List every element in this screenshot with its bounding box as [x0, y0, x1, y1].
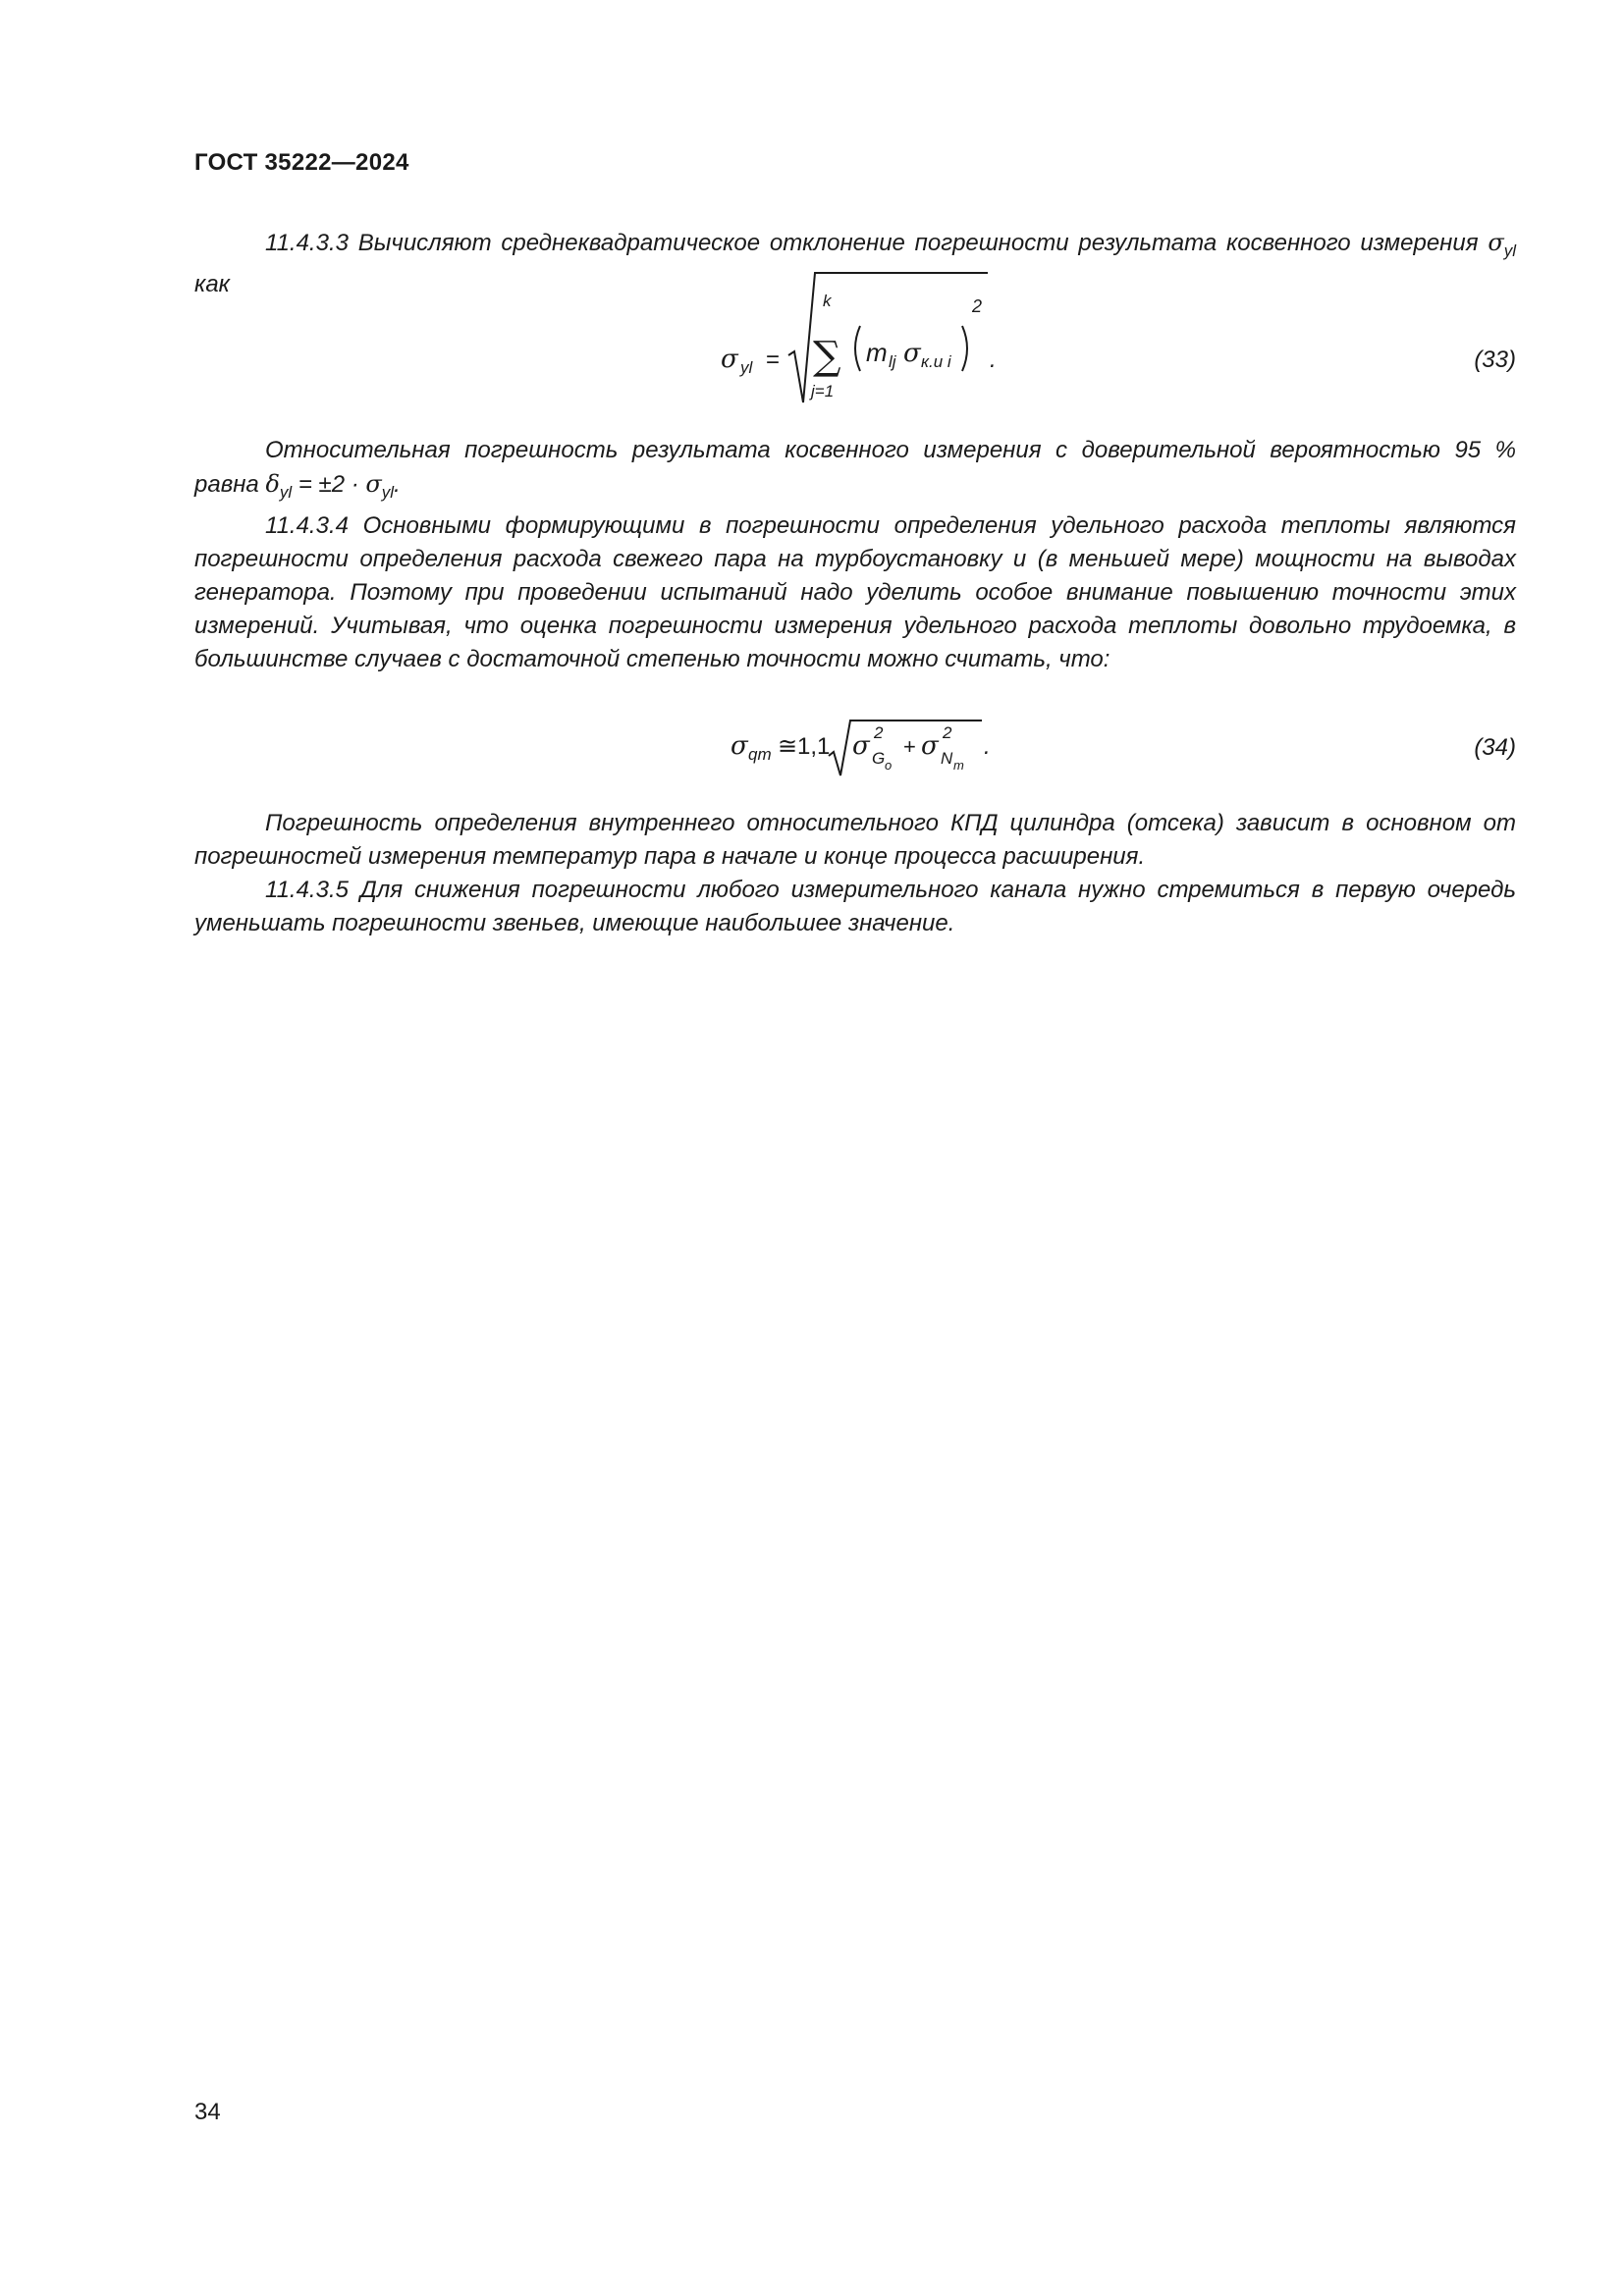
- sigma-go: σ: [852, 731, 870, 761]
- right-parenthesis: [962, 326, 967, 371]
- term-sigma-subscript: к.и i: [921, 352, 951, 371]
- sigma-go-subscript: G: [872, 749, 886, 768]
- delta-subscript: yl: [279, 483, 293, 502]
- left-parenthesis: [855, 326, 860, 371]
- sigma-nt-subscript: N: [941, 749, 953, 768]
- sigma-nt-subsubscript: т: [953, 758, 964, 773]
- formula-34-graphic: [194, 705, 1516, 793]
- equation-middle: = ±2 ·: [292, 471, 366, 498]
- coefficient: 1,1: [797, 733, 831, 760]
- formula-period: .: [990, 347, 997, 373]
- sigma-go-exponent: 2: [874, 723, 884, 742]
- formula-33-graphic: [194, 265, 1516, 412]
- paragraph-tail: .: [394, 471, 401, 498]
- paragraph-tail: как: [194, 271, 231, 297]
- sum-lower-limit: j=1: [811, 382, 835, 400]
- equation-number-34: (34): [1474, 734, 1516, 761]
- paragraph-block-final: [194, 807, 1516, 940]
- exponent: 2: [972, 296, 983, 316]
- sigma-symbol: σ: [1488, 229, 1504, 256]
- term-m-subscript: lj: [889, 352, 896, 371]
- document-header: ГОСТ 35222—2024: [194, 149, 409, 176]
- paragraph-efficiency-error: Погрешность определения внутреннего относительного КПД цилиндра (отсека) зависит в основном от погрешностей измерения температур пара в начале и конце процесса расширения.: [194, 810, 1516, 870]
- page-number: 34: [194, 2099, 221, 2125]
- paragraph-11-4-3-4: 11.4.3.4 Основными формирующими в погрешности определения удельного расхода теплоты являются погрешности определения расхода свежего пара на турбоустановку и (в меньшей мере) мощности на выводах генератора. Поэтому при проведении испытаний надо уделить особое внимание повышению точности этих измерений. Учитывая, что оценка погрешности измерения удельного расхода теплоты довольно трудоемка, в большинстве случаев с достаточной степенью точности можно считать, что:: [194, 512, 1516, 672]
- delta-symbol: δ: [265, 470, 280, 498]
- paragraph-text: 11.4.3.3 Вычисляют среднеквадратическое отклонение погрешности результата косвенного измерения: [265, 230, 1489, 256]
- sigma-nt: σ: [921, 731, 939, 761]
- sigma-subscript: yl: [381, 483, 395, 502]
- sum-upper-limit: k: [823, 292, 832, 310]
- sigma-nt-exponent: 2: [943, 723, 952, 742]
- formula-34: [194, 705, 1516, 813]
- lhs-subscript: qт: [748, 745, 772, 764]
- sigma-symbol: σ: [365, 470, 382, 498]
- lhs-sigma: σ: [721, 345, 738, 374]
- lhs-sigma: σ: [731, 731, 748, 761]
- equals-sign: =: [766, 347, 781, 373]
- term-sigma: σ: [903, 339, 921, 368]
- sigma-go-subsubscript: o: [885, 758, 893, 773]
- paragraph-11-4-3-5: 11.4.3.5 Для снижения погрешности любого измерительного канала нужно стремиться в первую очередь уменьшать погрешности звеньев, имеющие наибольшее значение.: [194, 877, 1516, 936]
- formula-33: [194, 265, 1516, 400]
- paragraph-block: [194, 434, 1516, 676]
- equation-number-33: (33): [1474, 347, 1516, 373]
- paragraph-text: Относительная погрешность результата косвенного измерения с доверительной вероятностью 95 % равна: [194, 437, 1516, 498]
- term-m: m: [866, 338, 888, 367]
- formula-period: .: [984, 733, 991, 760]
- lhs-subscript: yl: [740, 358, 753, 377]
- sigma-subscript: yl: [1503, 241, 1516, 260]
- sum-sign: ∑: [813, 334, 841, 379]
- paragraph-relative-error: [194, 434, 1516, 509]
- approx-sign: ≅: [778, 732, 798, 760]
- plus-sign: +: [903, 734, 916, 759]
